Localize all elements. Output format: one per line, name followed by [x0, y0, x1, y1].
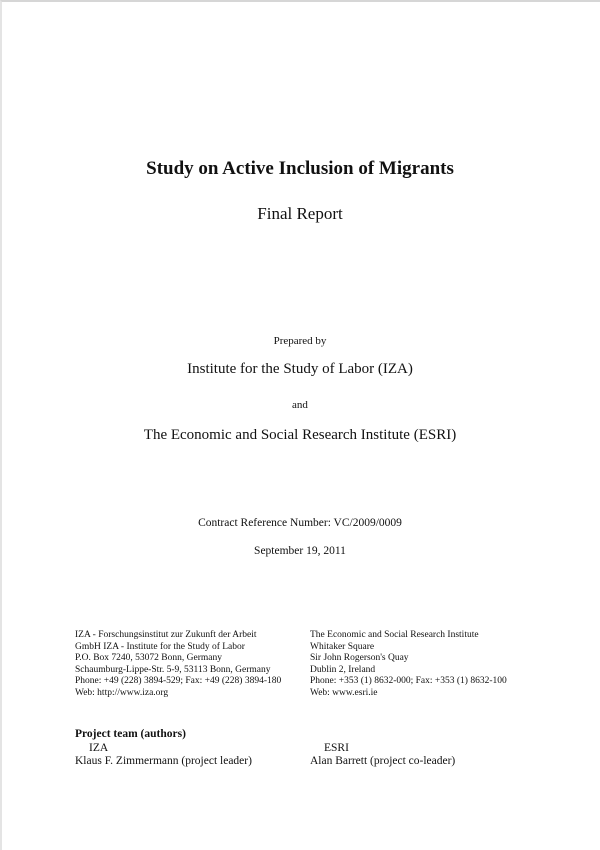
iza-web-link[interactable]: Web: http://www.iza.org: [75, 687, 169, 698]
iza-address-block: [75, 630, 281, 699]
iza-team-label: IZA: [89, 741, 109, 754]
document-title: Study on Active Inclusion of Migrants: [146, 158, 454, 179]
esri-address-line: Dublin 2, Ireland: [310, 664, 376, 675]
esri-team-label: ESRI: [324, 741, 349, 754]
document-subtitle: Final Report: [257, 204, 343, 223]
contract-reference: Contract Reference Number: VC/2009/0009: [198, 517, 402, 529]
organization-iza: Institute for the Study of Labor (IZA): [187, 361, 413, 377]
esri-address-line: The Economic and Social Research Institute: [310, 630, 479, 640]
esri-address-line: Sir John Rogerson's Quay: [310, 653, 409, 663]
esri-web-link[interactable]: Web: www.esri.ie: [310, 687, 378, 698]
esri-address-block: [310, 630, 507, 699]
prepared-by-label: Prepared by: [273, 335, 327, 347]
esri-team-member: Alan Barrett (project co-leader): [310, 755, 456, 767]
iza-address-line: P.O. Box 7240, 53072 Bonn, Germany: [75, 653, 222, 663]
team-labels-row: [75, 742, 545, 756]
and-label: and: [292, 399, 308, 411]
iza-address-line: Schaumburg-Lippe-Str. 5-9, 53113 Bonn, Germany: [75, 664, 271, 675]
report-date: September 19, 2011: [254, 545, 346, 557]
iza-address-line: GmbH IZA - Institute for the Study of Labor: [75, 641, 245, 652]
project-team-block: [75, 728, 545, 769]
iza-team-member: Klaus F. Zimmermann (project leader): [75, 755, 252, 767]
project-team-heading: Project team (authors): [75, 728, 186, 740]
iza-address-line: IZA - Forschungsinstitut zur Zukunft der Arbeit: [75, 630, 257, 640]
iza-phone-fax: Phone: +49 (228) 3894-529; Fax: +49 (228) 3894-180: [75, 676, 282, 686]
team-members-row: [75, 755, 545, 769]
organization-esri: The Economic and Social Research Institute (ESRI): [143, 427, 457, 443]
esri-phone-fax: Phone: +353 (1) 8632-000; Fax: +353 (1) 8632-100: [310, 676, 507, 686]
esri-address-line: Whitaker Square: [310, 641, 375, 652]
